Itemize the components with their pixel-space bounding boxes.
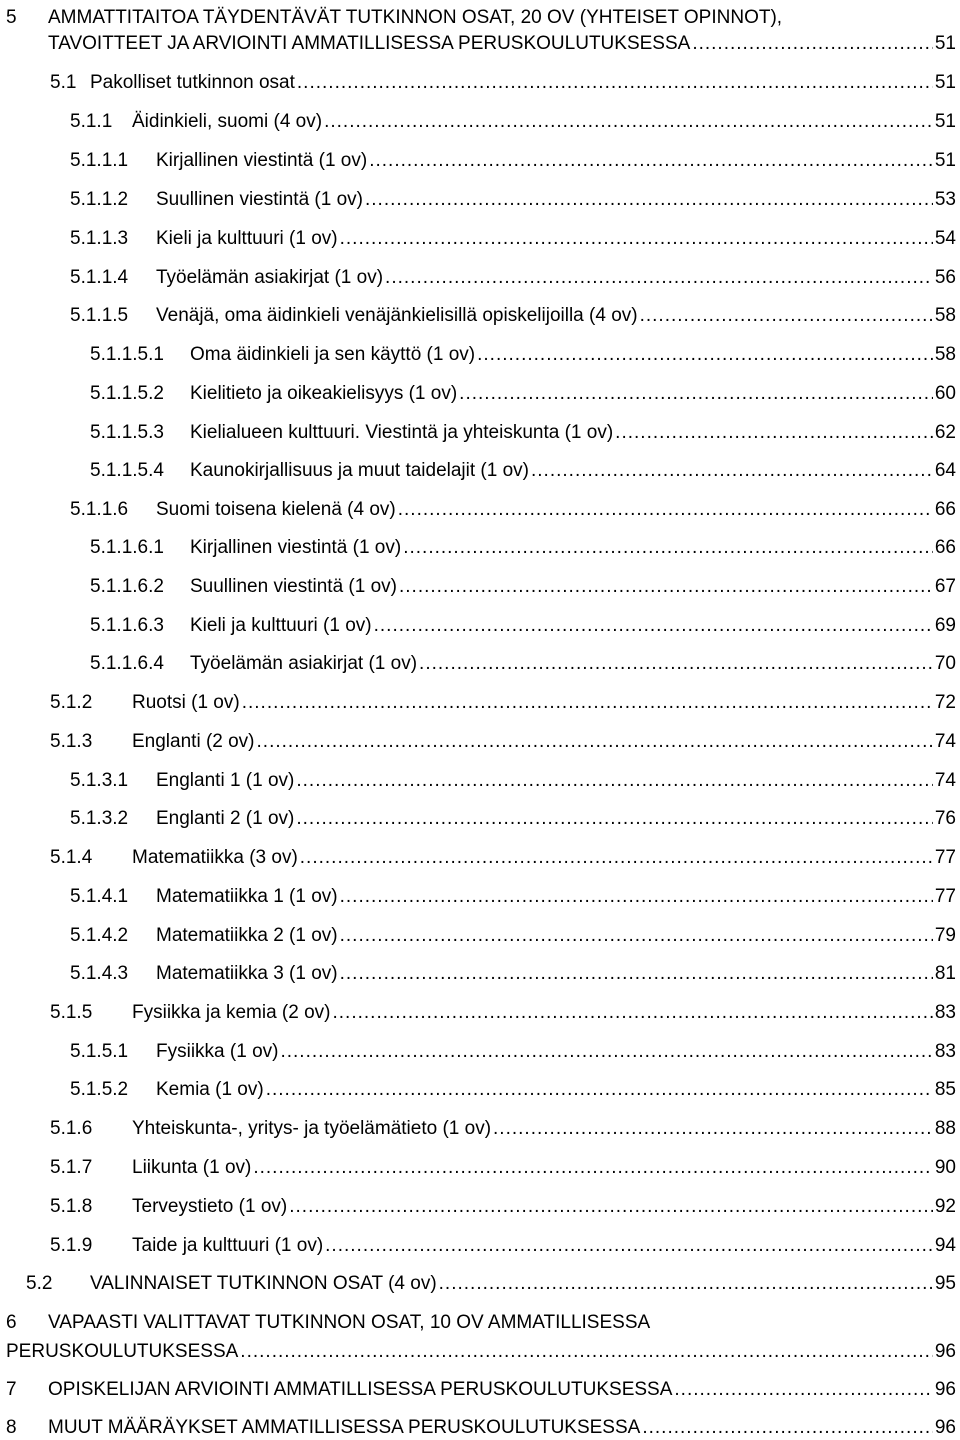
toc-entry-title-line1: VAPAASTI VALITTAVAT TUTKINNON OSAT, 10 OV AMMATILLISESSA	[48, 1312, 651, 1333]
toc-entry-number: 6	[6, 1312, 17, 1333]
toc-entry-number: 5.1.5.1	[70, 1041, 129, 1062]
toc-entry[interactable]	[90, 343, 956, 367]
dot-leader	[325, 1234, 933, 1258]
toc-entry[interactable]	[70, 110, 956, 134]
toc-entry-page-number: 83	[934, 1041, 956, 1062]
toc-entry-number: 7	[6, 1379, 17, 1400]
toc-entry-page-number: 58	[934, 344, 956, 365]
toc-entry-title: Suullinen viestintä (1 ov)	[156, 189, 363, 210]
dot-leader	[333, 1001, 933, 1025]
toc-entry-number: 5.1.3.2	[70, 808, 129, 829]
toc-entry-title: VALINNAISET TUTKINNON OSAT (4 ov)	[90, 1273, 437, 1294]
toc-entry-title: Kieli ja kulttuuri (1 ov)	[190, 615, 372, 636]
toc-entry-number: 5.1.1.5	[70, 305, 129, 326]
toc-entry-page-number: 54	[934, 228, 956, 249]
toc-entry-number: 5.1.4	[50, 847, 93, 868]
dot-leader	[385, 266, 933, 290]
toc-entry[interactable]	[70, 498, 956, 522]
toc-entry-title: Kemia (1 ov)	[156, 1079, 264, 1100]
toc-entry-page-number: 51	[934, 72, 956, 93]
toc-entry-page-number: 74	[934, 731, 956, 752]
toc-entry-title: Oma äidinkieli ja sen käyttö (1 ov)	[190, 344, 476, 365]
toc-entry-title: Pakolliset tutkinnon osat	[90, 72, 295, 93]
dot-leader	[615, 421, 933, 445]
toc-entry-title: Kielialueen kulttuuri. Viestintä ja yhteiskunta (1 ov)	[190, 422, 614, 443]
toc-entry[interactable]	[70, 266, 956, 290]
toc-entry-page-number: 64	[934, 460, 956, 481]
toc-entry-page-number: 56	[934, 267, 956, 288]
toc-entry-page-number: 53	[934, 189, 956, 210]
toc-entry[interactable]	[50, 1001, 956, 1025]
toc-entry-title: PERUSKOULUTUKSESSA	[6, 1341, 239, 1362]
dot-leader	[240, 1340, 933, 1364]
toc-entry-page-number: 76	[934, 808, 956, 829]
dot-leader	[340, 924, 933, 948]
dot-leader	[266, 1078, 933, 1102]
toc-entry-title: Suomi toisena kielenä (4 ov)	[156, 499, 396, 520]
dot-leader	[297, 71, 933, 95]
toc-entry-page-number: 66	[934, 537, 956, 558]
dot-leader	[642, 1416, 933, 1440]
toc-entry-page-number: 60	[934, 383, 956, 404]
toc-entry-page-number: 83	[934, 1002, 956, 1023]
toc-entry[interactable]	[70, 769, 956, 793]
toc-entry[interactable]	[70, 1040, 956, 1064]
toc-entry[interactable]	[50, 1195, 956, 1219]
toc-entry-title: Kaunokirjallisuus ja muut taidelajit (1 ov)	[190, 460, 529, 481]
dot-leader	[340, 885, 933, 909]
toc-entry-title: Kielitieto ja oikeakielisyys (1 ov)	[190, 383, 458, 404]
toc-entry-number: 5.2	[26, 1273, 53, 1294]
toc-entry-number: 5.1.4.2	[70, 925, 129, 946]
toc-entry-page-number: 92	[934, 1196, 956, 1217]
toc-entry-page-number: 81	[934, 963, 956, 984]
toc-entry-number: 5.1.3.1	[70, 770, 129, 791]
toc-entry-number: 5.1.1.3	[70, 228, 129, 249]
toc-entry-page-number: 66	[934, 499, 956, 520]
dot-leader	[439, 1272, 933, 1296]
toc-entry-number: 5.1.3	[50, 731, 93, 752]
toc-entry[interactable]	[90, 536, 956, 560]
toc-entry[interactable]	[50, 691, 956, 715]
toc-entry-title: Taide ja kulttuuri (1 ov)	[132, 1235, 324, 1256]
dot-leader	[477, 343, 933, 367]
toc-entry-number: 5.1	[50, 72, 77, 93]
dot-leader	[296, 769, 933, 793]
toc-entry-title: Kieli ja kulttuuri (1 ov)	[156, 228, 338, 249]
toc-entry-number: 5.1.1.6.4	[90, 653, 164, 674]
toc-entry-page-number: 58	[934, 305, 956, 326]
toc-entry-page-number: 62	[934, 422, 956, 443]
dot-leader	[674, 1378, 932, 1402]
toc-entry-title: Äidinkieli, suomi (4 ov)	[132, 111, 323, 132]
dot-leader	[340, 962, 933, 986]
toc-entry-title: Englanti (2 ov)	[132, 731, 255, 752]
toc-entry-title: Suullinen viestintä (1 ov)	[190, 576, 397, 597]
toc-entry-title: Yhteiskunta-, yritys- ja työelämätieto (1 ov)	[132, 1118, 492, 1139]
toc-entry-number: 5.1.6	[50, 1118, 93, 1139]
toc-entry[interactable]	[70, 962, 956, 986]
toc-entry[interactable]	[90, 382, 956, 406]
toc-entry-number: 5.1.7	[50, 1157, 93, 1178]
toc-entry-title: Matematiikka 1 (1 ov)	[156, 886, 338, 907]
dot-leader	[369, 149, 933, 173]
toc-entry-page-number: 79	[934, 925, 956, 946]
toc-entry[interactable]	[70, 885, 956, 909]
toc-entry[interactable]	[70, 807, 956, 831]
toc-entry-number: 5.1.1.6.2	[90, 576, 164, 597]
dot-leader	[459, 382, 933, 406]
toc-entry-title: MUUT MÄÄRÄYKSET AMMATILLISESSA PERUSKOULUTUKSESSA	[48, 1417, 641, 1438]
toc-entry-title: Englanti 1 (1 ov)	[156, 770, 295, 791]
toc-entry[interactable]	[26, 1272, 956, 1296]
toc-entry-page-number: 96	[934, 1341, 956, 1362]
toc-entry-title: Matematiikka (3 ov)	[132, 847, 298, 868]
toc-entry[interactable]	[50, 1117, 956, 1141]
toc-entry-title: TAVOITTEET JA ARVIOINTI AMMATILLISESSA PERUSKOULUTUKSESSA	[48, 33, 691, 54]
dot-leader	[289, 1195, 933, 1219]
toc-entry-title-line1: AMMATTITAITOA TÄYDENTÄVÄT TUTKINNON OSAT, 20 OV (YHTEISET OPINNOT),	[48, 7, 783, 28]
toc-entry[interactable]	[6, 1416, 956, 1440]
toc-entry[interactable]	[90, 575, 956, 599]
toc-entry-title: Fysiikka (1 ov)	[156, 1041, 279, 1062]
toc-entry-title: Venäjä, oma äidinkieli venäjänkielisillä opiskelijoilla (4 ov)	[156, 305, 638, 326]
dot-leader	[280, 1040, 932, 1064]
toc-entry-title: OPISKELIJAN ARVIOINTI AMMATILLISESSA PERUSKOULUTUKSESSA	[48, 1379, 673, 1400]
toc-entry-page-number: 69	[934, 615, 956, 636]
toc-entry-page-number: 94	[934, 1235, 956, 1256]
dot-leader	[398, 498, 933, 522]
toc-entry-number: 5.1.8	[50, 1196, 93, 1217]
toc-entry[interactable]	[50, 1234, 956, 1258]
toc-entry-page-number: 85	[934, 1079, 956, 1100]
toc-entry-page-number: 77	[934, 886, 956, 907]
toc-entry-title: Kirjallinen viestintä (1 ov)	[156, 150, 368, 171]
toc-entry-number: 5.1.1.5.3	[90, 422, 164, 443]
toc-entry[interactable]	[48, 32, 956, 56]
toc-entry-number: 5.1.1.1	[70, 150, 129, 171]
dot-leader	[324, 110, 933, 134]
toc-entry-number: 5.1.1.4	[70, 267, 129, 288]
dot-leader	[300, 846, 933, 870]
toc-entry[interactable]	[50, 846, 956, 870]
toc-entry[interactable]	[6, 1340, 956, 1364]
dot-leader	[365, 188, 933, 212]
toc-entry[interactable]	[90, 652, 956, 676]
toc-entry[interactable]	[90, 421, 956, 445]
toc-entry-number: 5.1.1.2	[70, 189, 129, 210]
toc-entry-number: 5.1.1.6.1	[90, 537, 164, 558]
toc-entry[interactable]	[70, 227, 956, 251]
toc-entry-number: 5.1.1.5.1	[90, 344, 164, 365]
toc-entry[interactable]	[50, 730, 956, 754]
toc-entry-number: 5.1.1.5.4	[90, 460, 164, 481]
toc-entry-title: Työelämän asiakirjat (1 ov)	[190, 653, 418, 674]
dot-leader	[340, 227, 933, 251]
dot-leader	[296, 807, 933, 831]
toc-entry-page-number: 77	[934, 847, 956, 868]
dot-leader	[531, 459, 933, 483]
dot-leader	[419, 652, 933, 676]
toc-entry-page-number: 72	[934, 692, 956, 713]
toc-entry-page-number: 51	[934, 33, 956, 54]
toc-entry-number: 5.1.1.6	[70, 499, 129, 520]
toc-entry-page-number: 67	[934, 576, 956, 597]
toc-entry-page-number: 88	[934, 1118, 956, 1139]
toc-entry-title: Englanti 2 (1 ov)	[156, 808, 295, 829]
toc-entry-number: 5	[6, 7, 17, 28]
toc-entry-title: Terveystieto (1 ov)	[132, 1196, 288, 1217]
toc-entry-title: Ruotsi (1 ov)	[132, 692, 240, 713]
dot-leader	[403, 536, 933, 560]
toc-entry-title: Liikunta (1 ov)	[132, 1157, 252, 1178]
toc-entry-number: 5.1.1.6.3	[90, 615, 164, 636]
toc-entry[interactable]	[70, 924, 956, 948]
toc-entry[interactable]	[70, 304, 956, 328]
toc-entry[interactable]	[50, 1156, 956, 1180]
dot-leader	[242, 691, 933, 715]
toc-entry-number: 5.1.5.2	[70, 1079, 129, 1100]
toc-entry-title: Matematiikka 2 (1 ov)	[156, 925, 338, 946]
toc-entry-page-number: 51	[934, 150, 956, 171]
dot-leader	[253, 1156, 933, 1180]
toc-entry-number: 5.1.4.3	[70, 963, 129, 984]
toc-entry[interactable]	[70, 1078, 956, 1102]
toc-entry[interactable]	[50, 71, 956, 95]
toc-entry-title: Fysiikka ja kemia (2 ov)	[132, 1002, 331, 1023]
toc-entry-number: 5.1.4.1	[70, 886, 129, 907]
toc-entry-page-number: 96	[934, 1417, 956, 1438]
dot-leader	[640, 304, 933, 328]
toc-entry-page-number: 90	[934, 1157, 956, 1178]
toc-entry-page-number: 51	[934, 111, 956, 132]
dot-leader	[493, 1117, 933, 1141]
toc-entry-number: 5.1.1.5.2	[90, 383, 164, 404]
toc-entry-page-number: 95	[934, 1273, 956, 1294]
dot-leader	[257, 730, 933, 754]
toc-entry-title: Kirjallinen viestintä (1 ov)	[190, 537, 402, 558]
toc-entry-page-number: 74	[934, 770, 956, 791]
toc-entry-number: 5.1.5	[50, 1002, 93, 1023]
toc-entry-page-number: 96	[934, 1379, 956, 1400]
toc-entry-number: 5.1.9	[50, 1235, 93, 1256]
toc-entry-number: 5.1.1	[70, 111, 113, 132]
dot-leader	[399, 575, 933, 599]
toc-entry[interactable]	[90, 459, 956, 483]
toc-entry[interactable]	[6, 1378, 956, 1402]
toc-entry-number: 5.1.2	[50, 692, 93, 713]
toc-entry[interactable]	[70, 188, 956, 212]
toc-entry[interactable]	[90, 614, 956, 638]
toc-entry-number: 8	[6, 1417, 17, 1438]
toc-entry-page-number: 70	[934, 653, 956, 674]
toc-entry-title: Matematiikka 3 (1 ov)	[156, 963, 338, 984]
toc-entry-title: Työelämän asiakirjat (1 ov)	[156, 267, 384, 288]
dot-leader	[374, 614, 933, 638]
toc-entry[interactable]	[70, 149, 956, 173]
dot-leader	[692, 32, 933, 56]
